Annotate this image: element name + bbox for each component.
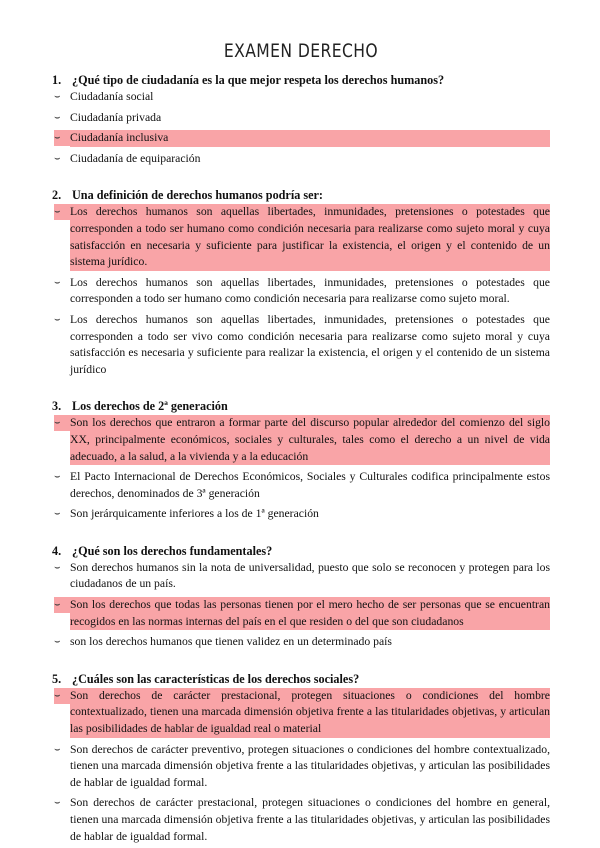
option-text: Ciudadanía privada	[70, 110, 162, 124]
answer-option-highlighted	[52, 130, 550, 147]
question-3	[52, 398, 550, 523]
answer-option-highlighted	[52, 415, 550, 465]
option-text: Son los derechos que todas las personas tienen por el mero hecho de ser personas que se encuentran recogidos en las normas internas del país en el que residen o del que son ciudadanos	[70, 597, 550, 630]
question-1	[52, 72, 550, 167]
question-text: ¿Qué son los derechos fundamentales?	[72, 543, 273, 558]
option-text: Son los derechos que entraron a formar parte del discurso popular alrededor del comienzo del siglo XX, principalmente económicos, sociales y culturales, tales como el derecho a un nivel de vida adecuado, a la salud, a la vivienda y a la educación	[70, 415, 550, 465]
question-2	[52, 187, 550, 378]
question-5	[52, 671, 550, 845]
curved-arrow-icon: ⌣	[54, 797, 61, 809]
option-text: El Pacto Internacional de Derechos Económicos, Sociales y Culturales codifica principalmente estos derechos, denominados de 3ª generación	[70, 470, 550, 500]
question-number: 1.	[52, 73, 62, 87]
answer-option	[52, 506, 550, 523]
option-text: Son derechos de carácter preventivo, protegen situaciones o condiciones del hombre contextualizado, tienen una marcada dimensión objetiva frente a las titularidades objetivas, y articulan las posibilidades de hablar de igualdad formal.	[70, 742, 550, 789]
question-heading	[52, 543, 550, 559]
curved-arrow-icon: ⌣	[54, 597, 70, 613]
curved-arrow-icon: ⌣	[54, 688, 70, 704]
question-text: ¿Cuáles son las características de los derechos sociales?	[72, 671, 360, 686]
answer-option	[52, 151, 550, 168]
option-text: Los derechos humanos son aquellas libertades, inmunidades, pretensiones o potestades que corresponden a todo ser vivo como condición necesaria para realizarse como sujeto moral y cuya satisfacción es necesaria y suficiente para realizar la existencia, el origen y el contenido de un sistema jurídico	[70, 312, 550, 376]
curved-arrow-icon: ⌣	[54, 313, 61, 325]
answer-option	[52, 560, 550, 593]
curved-arrow-icon: ⌣	[54, 561, 61, 573]
option-text: son los derechos humanos que tienen validez en un determinado país	[70, 635, 392, 649]
answer-option	[52, 275, 550, 308]
question-number: 3.	[52, 399, 62, 414]
curved-arrow-icon: ⌣	[54, 415, 70, 431]
option-text: Son derechos de carácter prestacional, protegen situaciones o condiciones del hombre en general, tienen una marcada dimensión objetiva frente a las titularidades objetivas, y articulan las posibilidades de hablar de igualdad formal.	[70, 796, 550, 843]
option-text: Los derechos humanos son aquellas libertades, inmunidades, pretensiones o potestades que corresponden a todo ser humano como condición necesaria para realizarse como sujeto moral.	[70, 275, 550, 306]
curved-arrow-icon: ⌣	[54, 152, 61, 164]
question-number: 2.	[52, 188, 62, 203]
question-heading	[52, 398, 550, 414]
answer-option-highlighted	[52, 688, 550, 738]
curved-arrow-icon: ⌣	[54, 204, 70, 220]
option-text: Los derechos humanos son aquellas libertades, inmunidades, pretensiones o potestades que corresponden a todo ser humano como condición necesaria para realizarse como sujeto moral y cuya satisfacción en necesaria y suficiente para justificar la existencia, el origen y el contenido de un sistema jurídico.	[70, 204, 550, 270]
question-number: 4.	[52, 543, 62, 558]
option-text: Ciudadanía inclusiva	[70, 130, 550, 147]
answer-option	[52, 795, 550, 845]
page-title: EXAMEN DERECHO	[223, 40, 379, 62]
question-heading	[52, 187, 550, 203]
answer-option	[52, 110, 550, 127]
question-heading	[52, 671, 550, 687]
question-list	[52, 72, 550, 845]
curved-arrow-icon: ⌣	[54, 743, 61, 755]
curved-arrow-icon: ⌣	[54, 111, 61, 123]
question-number: 5.	[52, 671, 62, 686]
curved-arrow-icon: ⌣	[54, 508, 61, 520]
curved-arrow-icon: ⌣	[54, 471, 61, 483]
option-text: Son derechos humanos sin la nota de universalidad, puesto que solo se reconocen y protegen para los ciudadanos de un país.	[70, 560, 550, 591]
answer-option-highlighted	[52, 204, 550, 270]
question-heading	[52, 72, 550, 88]
answer-option-highlighted	[52, 597, 550, 630]
answer-option	[52, 312, 550, 378]
option-text: Ciudadanía de equiparación	[70, 151, 201, 165]
answer-option	[52, 742, 550, 792]
answer-option	[52, 89, 550, 106]
answer-option	[52, 634, 550, 651]
curved-arrow-icon: ⌣	[54, 276, 61, 288]
option-text: Son jerárquicamente inferiores a los de 1ª generación	[70, 507, 319, 521]
curved-arrow-icon: ⌣	[54, 130, 70, 146]
question-text: Los derechos de 2ª generación	[72, 399, 228, 414]
question-4	[52, 543, 550, 651]
option-text: Son derechos de carácter prestacional, protegen situaciones o condiciones del hombre contextualizado, tienen una marcada dimensión objetiva frente a las titularidades objetivas, y articulan las posibilidades de hablar de igualdad real o material	[70, 688, 550, 738]
answer-option	[52, 469, 550, 502]
question-text: ¿Qué tipo de ciudadanía es la que mejor respeta los derechos humanos?	[72, 73, 445, 87]
option-text: Ciudadanía social	[70, 90, 154, 103]
curved-arrow-icon: ⌣	[54, 91, 61, 102]
curved-arrow-icon: ⌣	[54, 636, 61, 648]
question-text: Una definición de derechos humanos podría ser:	[72, 188, 323, 203]
